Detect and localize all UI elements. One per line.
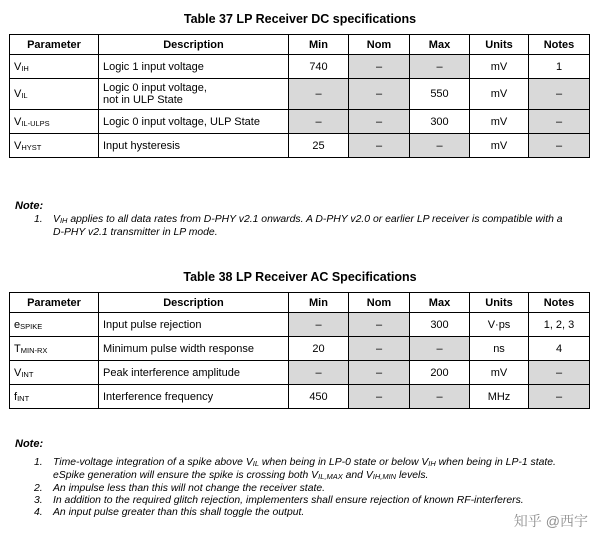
cell-description <box>99 361 289 385</box>
cell-units: V·ps <box>470 313 529 337</box>
note-text: In addition to the required glitch rejection, implementers shall ensure rejection of known RF-interferers. <box>53 495 524 506</box>
note-subscript: IH <box>59 216 68 225</box>
cell-units: mV <box>470 79 529 110</box>
cell-min: 450 <box>289 385 349 409</box>
table-row <box>10 361 590 385</box>
cell-max: 300 <box>410 110 470 134</box>
cell-min: 25 <box>289 134 349 158</box>
header-nom: Nom <box>349 293 410 313</box>
cell-units: mV <box>470 361 529 385</box>
cell-units: MHz <box>470 385 529 409</box>
param-symbol: T <box>14 342 21 355</box>
description-line: Logic 1 input voltage <box>103 60 204 73</box>
cell-notes: – <box>529 79 590 110</box>
cell-max: – <box>410 134 470 158</box>
cell-parameter <box>10 79 99 110</box>
cell-nom: – <box>349 313 410 337</box>
table-37 <box>9 34 590 158</box>
note-37-list <box>34 214 574 239</box>
header-notes: Notes <box>529 35 590 55</box>
note-item <box>34 214 574 239</box>
description-line: Minimum pulse width response <box>103 342 255 355</box>
header-notes: Notes <box>529 293 590 313</box>
watermark <box>514 511 588 531</box>
description-line: Input hysteresis <box>103 139 181 152</box>
cell-max: – <box>410 385 470 409</box>
cell-min: 740 <box>289 55 349 79</box>
cell-description <box>99 110 289 134</box>
cell-min: – <box>289 79 349 110</box>
param-subscript: HYST <box>21 142 42 152</box>
header-parameter: Parameter <box>10 35 99 55</box>
description-line: Peak interference amplitude <box>103 366 240 379</box>
table-row <box>10 110 590 134</box>
cell-nom: – <box>349 361 410 385</box>
cell-description <box>99 79 289 110</box>
header-max: Max <box>410 293 470 313</box>
note-37-title: Note: <box>15 200 44 212</box>
cell-max: – <box>410 337 470 361</box>
note-number: 3. <box>34 495 43 506</box>
cell-nom: – <box>349 385 410 409</box>
cell-max: 550 <box>410 79 470 110</box>
header-units: Units <box>470 293 529 313</box>
cell-description <box>99 313 289 337</box>
cell-units: mV <box>470 134 529 158</box>
table-row <box>10 79 590 110</box>
cell-parameter <box>10 110 99 134</box>
note-item <box>34 507 574 519</box>
cell-min: – <box>289 313 349 337</box>
note-number: 1. <box>34 457 43 468</box>
description-line: not in ULP State <box>103 94 183 106</box>
description-line: Input pulse rejection <box>103 318 202 331</box>
note-text: V <box>53 214 60 225</box>
note-item <box>34 457 574 483</box>
param-subscript: INT <box>17 393 30 403</box>
table-row <box>10 134 590 158</box>
note-text: An impulse less than this will not change the receiver state. <box>53 483 326 494</box>
param-symbol: e <box>14 318 21 331</box>
header-parameter: Parameter <box>10 293 99 313</box>
cell-notes: – <box>529 134 590 158</box>
note-text: applies to all data rates from D-PHY v2.1 onwards. A D-PHY v2.0 or earlier LP receiver is compatible with a D-PHY v2.1 transmitter in LP mode. <box>53 214 563 238</box>
watermark-platform: 知乎 <box>513 513 542 529</box>
cell-description <box>99 55 289 79</box>
header-units: Units <box>470 35 529 55</box>
note-38-list <box>34 457 574 519</box>
cell-parameter <box>10 55 99 79</box>
note-item <box>34 495 574 507</box>
note-subscript: IL <box>252 459 260 468</box>
header-min: Min <box>289 35 349 55</box>
param-symbol: V <box>14 366 22 379</box>
cell-parameter <box>10 337 99 361</box>
cell-units: mV <box>470 110 529 134</box>
cell-parameter <box>10 313 99 337</box>
cell-nom: – <box>349 337 410 361</box>
param-symbol: V <box>14 139 22 152</box>
cell-min: – <box>289 110 349 134</box>
cell-notes: 1 <box>529 55 590 79</box>
note-number: 1. <box>34 214 43 225</box>
table-38-caption: Table 38 LP Receiver AC Specifications <box>183 270 417 284</box>
cell-notes: 4 <box>529 337 590 361</box>
cell-min: 20 <box>289 337 349 361</box>
description-line: Interference frequency <box>103 390 214 403</box>
note-text: when being in LP-0 state or below V <box>259 457 429 468</box>
note-subscript: IH,MIN <box>372 472 397 481</box>
cell-parameter <box>10 385 99 409</box>
cell-description <box>99 134 289 158</box>
note-38-title: Note: <box>15 438 44 450</box>
cell-notes: 1, 2, 3 <box>529 313 590 337</box>
table-38 <box>9 292 590 409</box>
note-number: 4. <box>34 507 43 518</box>
table-header-row <box>10 35 590 55</box>
table-row <box>10 55 590 79</box>
table-37-caption: Table 37 LP Receiver DC specifications <box>183 12 417 26</box>
note-number: 2. <box>34 483 43 494</box>
note-text: levels. <box>396 470 429 481</box>
cell-nom: – <box>349 55 410 79</box>
table-row <box>10 385 590 409</box>
note-text: when being in LP-1 state. eSpike generation will ensure the spike is crossing both V <box>53 457 556 481</box>
param-subscript: IL-ULPS <box>21 118 50 128</box>
param-symbol: V <box>14 60 22 73</box>
cell-description <box>99 385 289 409</box>
note-subscript: IH <box>428 459 436 468</box>
watermark-author: @西宇 <box>545 513 588 529</box>
description-line: Logic 0 input voltage, ULP State <box>103 115 260 128</box>
cell-nom: – <box>349 134 410 158</box>
cell-nom: – <box>349 79 410 110</box>
cell-units: ns <box>470 337 529 361</box>
cell-notes: – <box>529 110 590 134</box>
cell-description <box>99 337 289 361</box>
param-subscript: INT <box>21 369 34 379</box>
note-text: and V <box>342 470 373 481</box>
cell-notes: – <box>529 361 590 385</box>
table-header-row <box>10 293 590 313</box>
cell-nom: – <box>349 110 410 134</box>
note-item <box>34 483 574 495</box>
header-description: Description <box>99 35 289 55</box>
note-text: Time-voltage integration of a spike above V <box>53 457 253 468</box>
cell-max: 200 <box>410 361 470 385</box>
param-subscript: IH <box>21 63 29 73</box>
cell-notes: – <box>529 385 590 409</box>
param-symbol: V <box>14 115 22 128</box>
param-subscript: MIN-RX <box>20 345 48 355</box>
cell-min: – <box>289 361 349 385</box>
table-row <box>10 313 590 337</box>
cell-parameter <box>10 361 99 385</box>
cell-units: mV <box>470 55 529 79</box>
description-line: Logic 0 input voltage, <box>103 82 207 94</box>
note-subscript: IL,MAX <box>318 472 343 481</box>
param-subscript: SPIKE <box>20 321 43 331</box>
cell-max: – <box>410 55 470 79</box>
header-min: Min <box>289 293 349 313</box>
param-subscript: IL <box>21 91 28 100</box>
header-description: Description <box>99 293 289 313</box>
header-nom: Nom <box>349 35 410 55</box>
note-text: An input pulse greater than this shall toggle the output. <box>53 507 305 518</box>
header-max: Max <box>410 35 470 55</box>
cell-max: 300 <box>410 313 470 337</box>
param-symbol: f <box>14 390 18 403</box>
table-row <box>10 337 590 361</box>
cell-parameter <box>10 134 99 158</box>
param-symbol: V <box>14 88 22 100</box>
